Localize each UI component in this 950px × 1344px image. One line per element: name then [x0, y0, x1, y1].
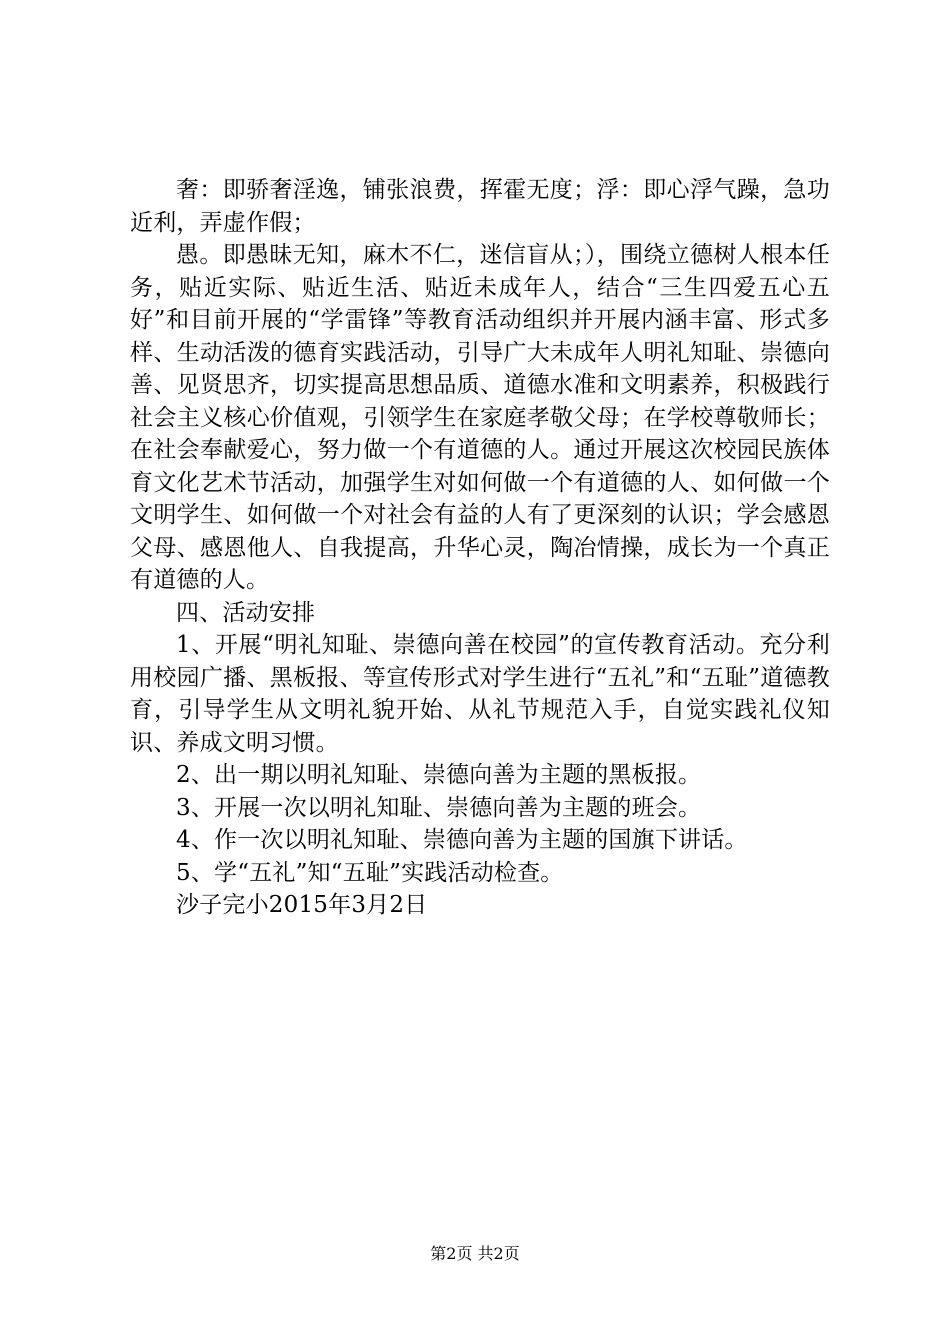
list-item-1: 1、开展“明礼知耻、崇德向善在校园”的宣传教育活动。充分利用校园广播、黑板报、等宣传形式对学生进行“五礼”和“五耻”道德教育，引导学生从文明礼貌开始、从礼节规范入手，自觉实践礼仪知识、养成文明习惯。: [130, 632, 830, 756]
list-item-3: 3、开展一次以明礼知耻、崇德向善为主题的班会。: [176, 794, 702, 821]
list-item-2: 2、出一期以明礼知耻、崇德向善为主题的黑板报。: [176, 762, 702, 788]
list-item-5: 5、学“五礼”知“五耻”实践活动检查。: [176, 859, 564, 886]
page-number-footer: 第2页 共2页: [430, 1244, 520, 1263]
document-body: [130, 174, 830, 922]
paragraph-extravagance: 奢：即骄奢淫逸，铺张浪费，挥霍无度；浮：即心浮气躁，急功近利，弄虚作假；: [130, 177, 830, 236]
signature-date: 沙子完小2015年3月2日: [176, 892, 428, 918]
section-heading-activity-plan: 四、活动安排: [176, 599, 316, 626]
paragraph-moral-education: 愚。即愚昧无知，麻木不仁，迷信盲从；），围绕立德树人根本任务，贴近实际、贴近生活、贴近未成年人，结合“三生四爱五心五好”和目前开展的“学雷锋”等教育活动组织并开展内涵丰富、形式多样、生动活泼的德育实践活动，引导广大未成年人明礼知耻、崇德向善、见贤思齐，切实提高思想品质、道德水准和文明素养，积极践行社会主义核心价值观，引领学生在家庭孝敬父母；在学校尊敬师长；在社会奉献爱心，努力做一个有道德的人。通过开展这次校园民族体育文化艺术节活动，加强学生对如何做一个有道德的人、如何做一个文明学生、如何做一个对社会有益的人有了更深刻的认识；学会感恩父母、感恩他人、自我提高，升华心灵，陶冶情操，成长为一个真正有道德的人。: [130, 242, 830, 593]
list-item-4: 4、作一次以明礼知耻、崇德向善为主题的国旗下讲话。: [176, 827, 748, 853]
